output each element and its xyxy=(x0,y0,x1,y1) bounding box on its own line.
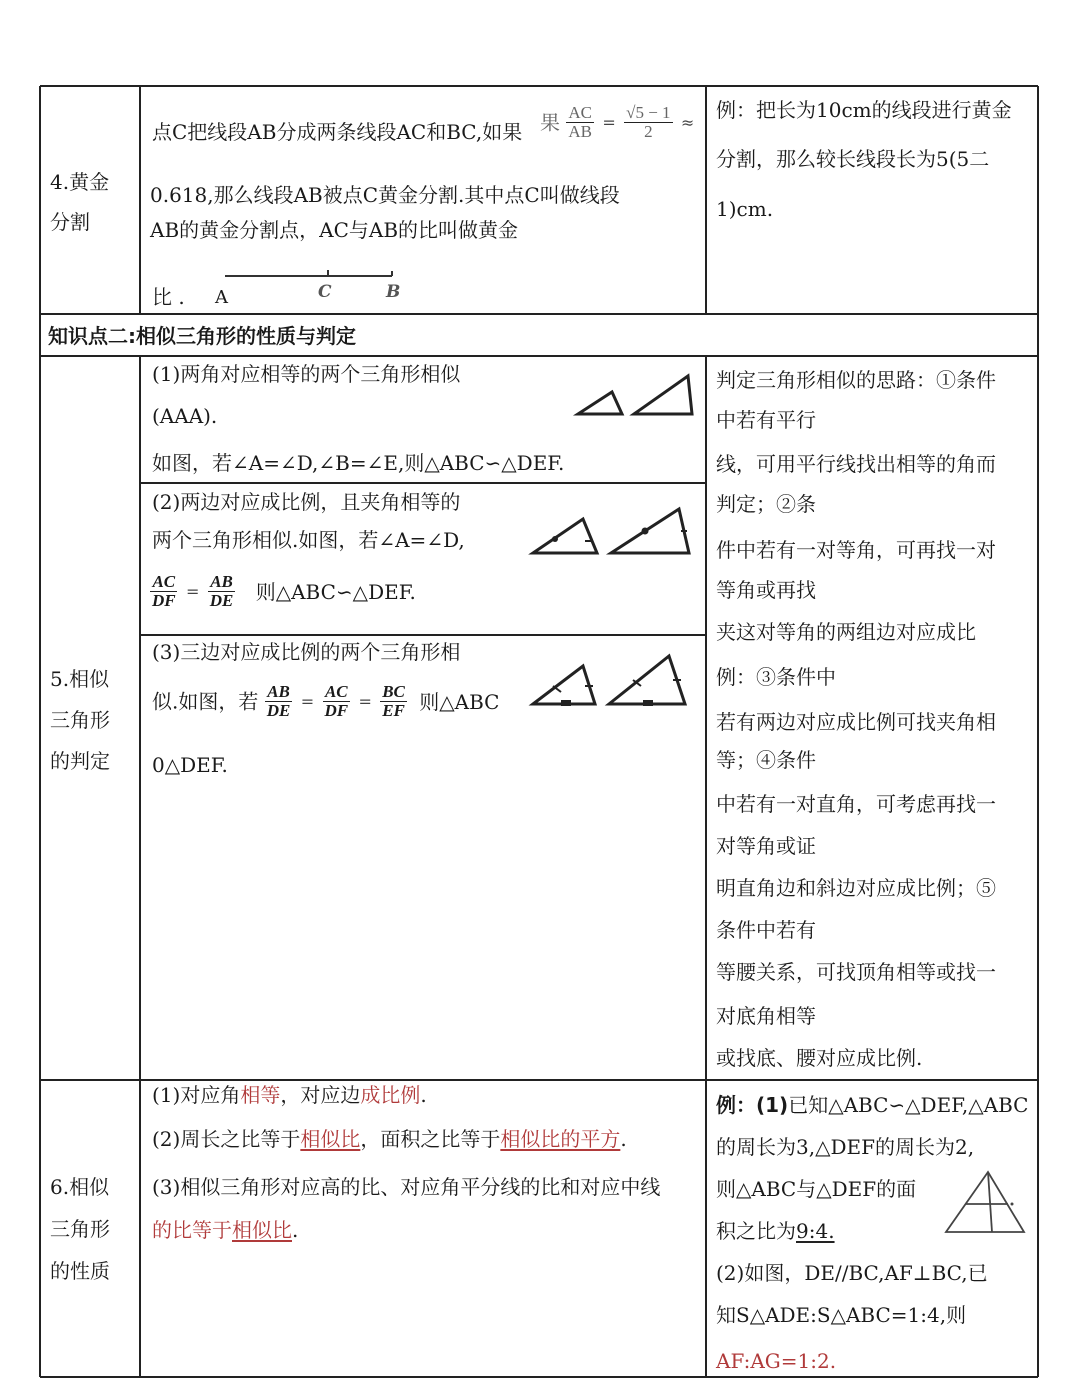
judge-method-line: 等腰关系，可找顶角相等或找一 xyxy=(716,960,996,984)
prop3-highlight-ratio: 相似比 xyxy=(232,1218,292,1242)
equals-sign: = xyxy=(300,691,315,711)
fraction-ab-de xyxy=(265,683,293,720)
judge-r3-line1: (3)三边对应成比例的两个三角形相 xyxy=(152,640,461,664)
golden-fraction-sqrt xyxy=(624,104,672,141)
triangles-sas-diagram xyxy=(525,505,705,575)
fraction-denominator: AB xyxy=(568,122,592,141)
fraction-numerator: AC xyxy=(152,572,176,591)
judge-label-line3: 的判定 xyxy=(50,749,110,773)
golden-text-line2: 0.618,那么线段AB被点C黄金分割.其中点C叫做线段 xyxy=(150,183,620,207)
example-label: 例：(1) xyxy=(716,1093,789,1117)
judge-r2-line1: (2)两边对应成比例，且夹角相等的 xyxy=(152,490,461,514)
golden-example-line2: 分割，那么较长线段长为5(5二 xyxy=(716,147,990,171)
point-a-label: A xyxy=(215,287,228,308)
sqrt-denominator: 2 xyxy=(644,122,653,141)
prop1-highlight-ratio: 成比例 xyxy=(360,1083,421,1107)
prop-example-line5: (2)如图，DE//BC,AF⊥BC,已 xyxy=(716,1261,988,1285)
point-b-label: B xyxy=(386,282,401,302)
golden-example-line1: 例：把长为10cm的线段进行黄金 xyxy=(716,98,1012,122)
sqrt-icon: √ xyxy=(626,103,636,122)
judge-method-line: 或找底、腰对应成比例. xyxy=(716,1046,923,1070)
example-text: 积之比为 xyxy=(716,1219,796,1243)
prop-example-answer: AF:AG=1:2. xyxy=(716,1349,837,1373)
prop-line3: (3)相似三角形对应高的比、对应角平分线的比和对应中线 xyxy=(152,1175,661,1199)
prop-example-line2: 的周长为3,△DEF的周长为2, xyxy=(716,1135,975,1159)
prop-label-line3: 的性质 xyxy=(50,1259,110,1283)
prop3-highlight: 的比等于 xyxy=(152,1218,232,1242)
equals-sign: = xyxy=(358,691,372,711)
judge-r1-line2: (AAA). xyxy=(152,404,218,428)
golden-label-line2: 分割 xyxy=(50,210,90,234)
judge-r2-line2: 两个三角形相似.如图，若∠A=∠D, xyxy=(152,528,465,552)
fraction-denominator: EF xyxy=(382,701,405,720)
fraction-numerator: AB xyxy=(210,572,233,591)
prop-example-line4 xyxy=(716,1219,835,1243)
prop2-period: . xyxy=(620,1127,627,1151)
fraction-denominator: DE xyxy=(209,591,234,610)
judge-r2-conclusion: 则△ABC∽△DEF. xyxy=(255,579,416,604)
fraction-denominator: DE xyxy=(266,701,291,720)
judge-label-line2: 三角形 xyxy=(50,708,110,732)
triangles-sss-diagram xyxy=(525,652,705,722)
prop-example-line1 xyxy=(716,1093,1029,1117)
judge-method-line: 对底角相等 xyxy=(716,1004,816,1028)
fraction-ac-df xyxy=(150,573,178,610)
prop3-period: . xyxy=(292,1218,299,1242)
prop-label-line1: 6.相似 xyxy=(50,1175,110,1199)
judge-method-line: 等角或再找 xyxy=(716,578,816,602)
prop-line1 xyxy=(152,1083,427,1107)
judge-r1-line3: 如图，若∠A=∠D,∠B=∠E,则△ABC∽△DEF. xyxy=(152,451,565,475)
point-c-label: C xyxy=(318,282,332,302)
prop-line4 xyxy=(152,1218,298,1242)
equals-sign: = xyxy=(602,112,616,132)
judge-r3-formula xyxy=(152,683,499,733)
prop2-highlight-ratio: 相似比 xyxy=(300,1127,361,1151)
judge-r2-formula xyxy=(150,573,416,621)
judge-r3-line3: 0△DEF. xyxy=(152,753,228,777)
golden-text-line3: AB的黄金分割点，AC与AB的比叫做黄金 xyxy=(150,218,519,242)
judge-r1-line1: (1)两角对应相等的两个三角形相似 xyxy=(152,362,461,386)
approx-sign: ≈ xyxy=(680,112,695,132)
judge-label-line1: 5.相似 xyxy=(50,667,110,691)
judge-method-line: 明直角边和斜边对应成比例；⑤ xyxy=(716,876,996,900)
golden-formula xyxy=(540,104,696,141)
prop2-text2: ，面积之比等于 xyxy=(360,1127,501,1151)
judge-method-line: 判定三角形相似的思路：①条件 xyxy=(716,368,996,392)
example-answer: 9:4. xyxy=(796,1219,835,1243)
judge-method-line: 例：③条件中 xyxy=(716,665,836,689)
golden-text-line4: 比 . xyxy=(152,285,185,309)
fraction-numerator: AC xyxy=(568,103,592,122)
judge-method-line: 件中若有一对等角，可再找一对 xyxy=(716,538,996,562)
section-title: 知识点二:相似三角形的性质与判定 xyxy=(48,324,356,348)
golden-label-line1: 4.黄金 xyxy=(50,170,110,194)
judge-method-line: 等；④条件 xyxy=(716,748,816,772)
prop2-text: (2)周长之比等于 xyxy=(152,1127,301,1151)
prop1-text2: ，对应边 xyxy=(280,1083,361,1107)
golden-text-line1: 点C把线段AB分成两条线段AC和BC,如果 xyxy=(152,120,523,144)
judge-method-line: 中若有平行 xyxy=(716,408,816,432)
judge-r3-prefix: 似.如图，若 xyxy=(152,689,259,714)
fraction-ac-df xyxy=(322,683,350,720)
sqrt-numerator xyxy=(624,104,672,123)
triangle-de-bc-diagram xyxy=(940,1168,1030,1238)
prop-line2 xyxy=(152,1127,627,1151)
prop2-highlight-square: 相似比的平方 xyxy=(500,1127,621,1151)
sqrt-value: 5 − 1 xyxy=(635,103,671,122)
fraction-numerator: AB xyxy=(267,682,290,701)
fraction-denominator: DF xyxy=(324,701,349,720)
triangles-aaa-diagram xyxy=(572,370,702,430)
fraction-numerator: AC xyxy=(324,682,348,701)
judge-method-line: 中若有一对直角，可考虑再找一 xyxy=(716,792,996,816)
judge-method-line: 线，可用平行线找出相等的角而 xyxy=(716,452,996,476)
prop1-text: (1)对应角 xyxy=(152,1083,241,1107)
equals-sign: = xyxy=(185,581,200,601)
fraction-bc-ef xyxy=(380,683,407,720)
golden-example-line3: 1)cm. xyxy=(716,197,774,221)
judge-method-line: 若有两边对应成比例可找夹角相 xyxy=(716,710,996,734)
prop1-highlight-equal: 相等 xyxy=(240,1083,281,1107)
example-text: 已知△ABC∽△DEF,△ABC xyxy=(788,1093,1029,1117)
judge-r3-conclusion: 则△ABC xyxy=(419,689,500,714)
prop-label-line2: 三角形 xyxy=(50,1217,110,1241)
prop-example-line6: 知S△ADE:S△ABC=1:4,则 xyxy=(716,1303,967,1327)
judge-method-line: 判定；②条 xyxy=(716,492,816,516)
prop1-period: . xyxy=(420,1083,427,1107)
golden-formula-ruo: 果 xyxy=(540,110,560,135)
judge-method-line: 对等角或证 xyxy=(716,834,816,858)
fraction-denominator: DF xyxy=(152,591,176,610)
judge-method-line: 夹这对等角的两组边对应成比 xyxy=(716,620,976,644)
golden-fraction-ac-ab xyxy=(566,104,594,141)
judge-method-line: 条件中若有 xyxy=(716,918,816,942)
fraction-ab-de xyxy=(208,573,236,610)
fraction-numerator: BC xyxy=(382,682,405,701)
prop-example-line3: 则△ABC与△DEF的面 xyxy=(716,1177,917,1201)
